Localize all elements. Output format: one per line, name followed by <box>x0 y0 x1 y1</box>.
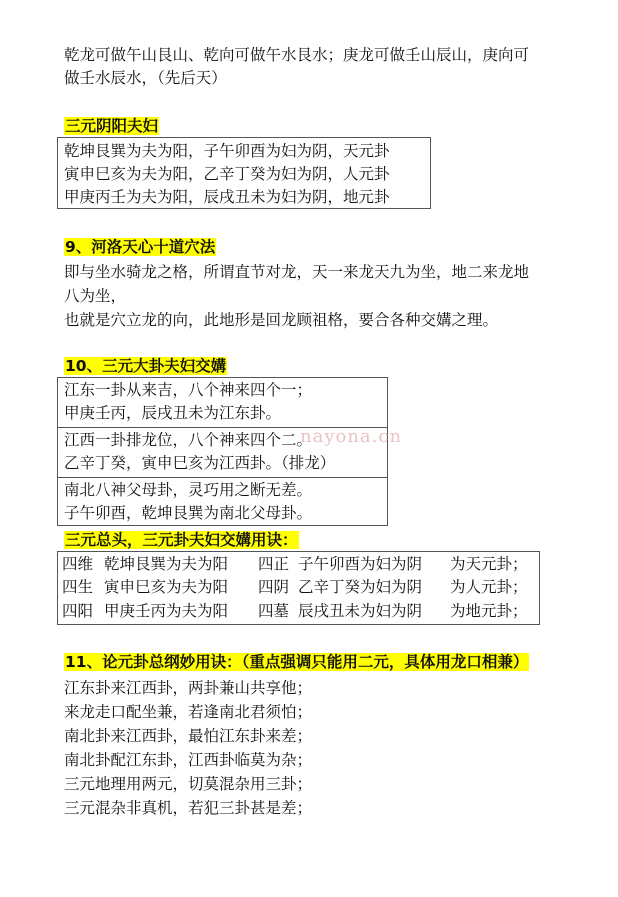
heading-section-9: 9、河洛天心十道穴法 <box>65 238 216 256</box>
zongtou-row-2-text-a: 寅申巳亥为夫为阳 <box>104 578 229 596</box>
section10-cell-3-line-1: 南北八神父母卦，灵巧用之断无差。 <box>64 481 313 499</box>
section11-line-4: 南北卦配江东卦，江西卦临莫为杂； <box>64 751 313 769</box>
section11-line-1: 江东卦来江西卦，两卦兼山共享他； <box>64 679 313 697</box>
section10-cell-2-line-1: 江西一卦排龙位，八个神来四个二。 <box>64 431 313 449</box>
section11-line-2: 来龙走口配坐兼，若逢南北君须怕； <box>64 703 313 721</box>
section10-cell-2-line-2: 乙辛丁癸，寅申巳亥为江西卦。（排龙） <box>64 454 336 472</box>
fufu-row-1: 乾坤艮巽为夫为阳，子午卯酉为妇为阴，天元卦 <box>64 142 390 160</box>
heading-section-11: 11、论元卦总纲妙用诀：（重点强调只能用二元，具体用龙口相兼） <box>65 653 529 671</box>
zongtou-row-3 <box>0 600 618 622</box>
zongtou-row-2-result: 为人元卦； <box>450 578 528 596</box>
zongtou-row-1-result: 为天元卦； <box>450 555 528 573</box>
intro-line-1: 乾龙可做午山艮山、乾向可做午水艮水；庚龙可做壬山辰山，庚向可 <box>64 46 530 64</box>
section9-line-3: 也就是穴立龙的向，此地形是回龙顾祖格，要合各种交媾之理。 <box>64 311 499 329</box>
section10-cell-1-line-2: 甲庚壬丙，辰戌丑未为江东卦。 <box>64 404 282 422</box>
heading-zongtou: 三元总头，三元卦夫妇交媾用诀： <box>65 531 298 549</box>
watermark: nayona.cn <box>300 426 403 447</box>
zongtou-row-3-text-a: 甲庚壬丙为夫为阳 <box>104 602 229 620</box>
section10-cell-3-line-2: 子午卯酉，乾坤艮巽为南北父母卦。 <box>64 504 313 522</box>
heading-sanyuan-fufu: 三元阴阳夫妇 <box>65 117 159 135</box>
zongtou-row-2-text-b: 乙辛丁癸为妇为阴 <box>298 578 423 596</box>
zongtou-row-3-label-b: 四墓 <box>258 602 290 620</box>
zongtou-row-2 <box>0 576 618 598</box>
zongtou-row-2-label-b: 四阴 <box>258 578 290 596</box>
section10-divider-2 <box>58 477 387 478</box>
zongtou-row-1-text-a: 乾坤艮巽为夫为阳 <box>104 555 229 573</box>
section10-cell-1-line-1: 江东一卦从来吉，八个神来四个一； <box>64 381 313 399</box>
fufu-row-3: 甲庚丙壬为夫为阳，辰戌丑未为妇为阴，地元卦 <box>64 188 390 206</box>
zongtou-row-3-result: 为地元卦； <box>450 602 528 620</box>
fufu-row-2: 寅申巳亥为夫为阳，乙辛丁癸为妇为阴，人元卦 <box>64 165 390 183</box>
section9-line-1: 即与坐水骑龙之格，所谓直节对龙，天一来龙天九为坐，地二来龙地 <box>64 263 530 281</box>
section9-line-2: 八为坐， <box>64 287 127 305</box>
section11-line-6: 三元混杂非真机，若犯三卦甚是差； <box>64 799 313 817</box>
section11-line-3: 南北卦来江西卦，最怕江东卦来差； <box>64 727 313 745</box>
zongtou-row-3-text-b: 辰戌丑未为妇为阴 <box>298 602 423 620</box>
zongtou-row-1-label-a: 四维 <box>62 555 94 573</box>
zongtou-row-3-label-a: 四阳 <box>62 602 94 620</box>
zongtou-row-2-label-a: 四生 <box>62 578 94 596</box>
zongtou-row-1 <box>0 553 618 575</box>
heading-section-10: 10、三元大卦夫妇交媾 <box>65 357 227 375</box>
zongtou-row-1-label-b: 四正 <box>258 555 290 573</box>
zongtou-row-1-text-b: 子午卯酉为妇为阴 <box>298 555 423 573</box>
intro-line-2: 做壬水辰水，（先后天） <box>64 69 227 87</box>
section11-line-5: 三元地理用两元，切莫混杂用三卦； <box>64 775 313 793</box>
